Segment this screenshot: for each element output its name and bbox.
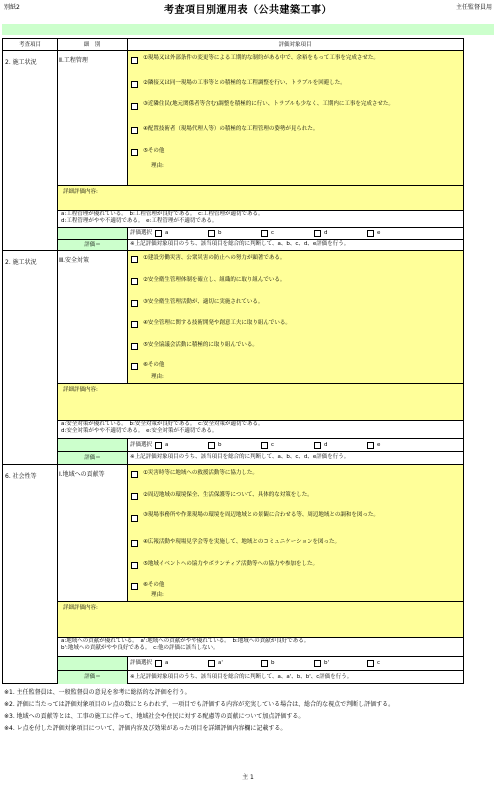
grade-option: c [377,660,381,666]
detail-input[interactable] [58,602,463,637]
grade-option: b' [324,660,330,666]
criterion-label: ②安全衛生管理体制を確立し、組織的に取り組んでいる。 [143,277,286,283]
criterion-checkbox[interactable] [131,300,138,307]
page-title: 考査項目別運用表（公共建築工事） [164,5,332,16]
eval-result-label: 評価＝ [58,671,127,684]
grade-option: e [377,230,381,236]
section-sub: Ⅱ.工程管理 [59,57,88,64]
grade-legend-1: a:安全対策が優れている。 b:安全対策が良好である。 c:安全対策が適切である。 [61,421,264,427]
criterion-checkbox[interactable] [131,583,138,590]
criterion-checkbox[interactable] [131,57,138,64]
criterion-label: ④安全管理に関する技術開発や創意工夫に取り組んでいる。 [143,320,291,326]
footnote: ※2. 評価に当たっては評価対象項目のレ点の数にとらわれず、一項目でも評価する内容が充実している場合は、総合的な視点で判断し評価する。 [4,701,395,708]
criterion-label: ①災害時等に地域への救援活動等に協力した。 [143,470,258,476]
criterion-checkbox[interactable] [131,149,138,156]
grade-checkbox[interactable] [155,660,162,667]
criterion-label: ⑥その他 [143,362,165,368]
section-item: 2. 施工状況 [5,59,37,66]
criterion-label: ②隣接又は同一現場の工事等との積極的な工程調整を行い、トラブルを回避した。 [143,80,346,86]
grade-option: b [218,442,222,448]
criterion-checkbox[interactable] [131,515,138,522]
section-item: 2. 施工状況 [5,259,37,266]
grade-legend-2: b':地域への貢献がやや良好である。 c:他の評価に該当しない。 [61,645,219,651]
column-criteria: 評価対象項目 [278,42,312,48]
grade-checkbox[interactable] [208,230,215,237]
criterion-checkbox[interactable] [131,363,138,370]
evaluation-table [2,38,464,684]
eval-result-label: 評価＝ [58,452,127,464]
criterion-checkbox[interactable] [131,493,138,500]
reason-label: 理由: [151,163,164,169]
doc-audience: 主任監督員用 [455,4,492,11]
criterion-checkbox[interactable] [131,127,138,134]
criterion-label: ⑤地域イベントへの協力やボランティア活動等への協力や参加をした。 [143,561,318,567]
criterion-label: ③安全衛生管理活動が、適切に実施されている。 [143,299,264,305]
footnote: ※4. レ点を付した評価対象項目について、評価内容及び効果があった項目を詳細評価内容欄に記載する。 [4,725,287,732]
criterion-checkbox[interactable] [131,256,138,263]
criterion-label: ①現場又は外部条件の変更等による工期的な制約がある中で、余裕をもって工事を完成させた。 [143,55,379,61]
criterion-label: ③現場事務所や作業現場の環境を周辺地域との景観に合わせる等、周辺地域との調和を図った。 [143,512,379,518]
section-community [3,465,463,684]
grade-option: d [324,442,328,448]
grade-checkbox[interactable] [314,230,321,237]
eval-instruction: ※上記評価対象項目のうち、該当項目を総合的に判断して、a、b、c、d、e評価を行う。 [130,454,350,460]
criterion-label: ④配置技術者（現場代理人等）の積極的な工程管理の姿勢が見られた。 [143,126,319,132]
criterion-checkbox[interactable] [131,540,138,547]
grade-option: d [324,230,328,236]
grade-select-label: 評価選択 [130,230,153,236]
grade-option: c [271,230,275,236]
criterion-checkbox[interactable] [131,471,138,478]
grade-legend-2: d:安全対策がやや不適切である。 e:安全対策が不適切である。 [61,428,218,434]
grade-legend-1: a:工程管理が優れている。 b:工程管理が良好である。 c:工程管理が適切である。 [61,211,264,217]
grade-option: c [271,442,275,448]
grade-option: a [165,660,169,666]
reason-label: 理由: [151,374,164,380]
column-header [3,39,463,51]
criterion-checkbox[interactable] [131,278,138,285]
detail-label: 詳細評価内容: [63,387,98,393]
column-item: 考査項目 [18,42,41,48]
footnotes [4,688,492,736]
grade-checkbox[interactable] [367,442,374,449]
grade-option: b [218,230,222,236]
grade-checkbox[interactable] [208,660,215,667]
grade-option: a [165,442,169,448]
section-schedule [3,51,463,251]
criterion-label: ⑥その他 [143,582,165,588]
eval-instruction: ※上記評価対象項目のうち、該当項目を総合的に判断して、a、a'、b、b'、c評価を行う。 [130,674,353,680]
criterion-label: ②周辺地域の環境保全、生活保護等について、具体的な対策をした。 [143,492,313,498]
criterion-checkbox[interactable] [131,81,138,88]
grade-checkbox[interactable] [261,442,268,449]
grade-checkbox[interactable] [155,442,162,449]
section-item: 6. 社会性等 [5,473,37,480]
criterion-checkbox[interactable] [131,562,138,569]
column-detail: 細 別 [83,42,101,48]
grade-select-label: 評価選択 [130,442,153,448]
grade-checkbox[interactable] [261,660,268,667]
criterion-label: ⑤その他 [143,148,165,154]
grade-legend-1: a:地域への貢献が優れている。 a':地域への貢献がやや優れている。 b:地域への貢献が良好である。 [61,638,310,644]
grade-option: a [165,230,169,236]
grade-option: b [271,660,275,666]
detail-label: 詳細評価内容: [63,605,98,611]
grade-checkbox[interactable] [367,230,374,237]
doc-label: 別紙2 [4,4,20,11]
criterion-checkbox[interactable] [131,321,138,328]
header-band [2,24,494,35]
criterion-label: ⑤安全協議会活動に積極的に取り組んでいる。 [143,342,258,348]
page-number: 主 1 [242,774,254,781]
criterion-label: ①建設労働災害、公衆災害の防止への努力が顕著である。 [143,255,286,261]
footnote: ※3. 地域への貢献等とは、工事の施工に伴って、地域社会や住民に対する配慮等の貢献について加点評価する。 [4,713,305,720]
section-safety [3,251,463,465]
section-sub: Ⅰ.地域への貢献等 [59,471,105,478]
footnote: ※1. 主任監督員は、一般監督員の意見を参考に総括的な評価を行う。 [4,689,191,696]
section-sub: Ⅲ.安全対策 [59,257,90,264]
grade-checkbox[interactable] [208,442,215,449]
grade-checkbox[interactable] [155,230,162,237]
criterion-label: ③近隣住民(地元関係者等含む)調整を積極的に行い、トラブルも少なく、工期内に工事を完成させた。 [143,101,394,107]
grade-option: e [377,442,381,448]
eval-result-label: 評価＝ [58,240,127,250]
grade-select-label: 評価選択 [130,660,153,666]
detail-input[interactable] [58,384,463,420]
grade-checkbox[interactable] [261,230,268,237]
grade-checkbox[interactable] [314,442,321,449]
grade-option: a' [218,660,223,666]
criterion-label: ④広報活動や現場見学会等を実施して、地域とのコミュニケーションを図った。 [143,539,340,545]
eval-instruction: ※上記評価対象項目のうち、該当項目を総合的に判断して、a、b、c、d、e評価を行う。 [130,241,350,247]
detail-input[interactable] [58,186,463,210]
criterion-checkbox[interactable] [131,343,138,350]
detail-label: 詳細評価内容: [63,189,98,195]
grade-checkbox[interactable] [314,660,321,667]
grade-legend-2: d:工程管理がやや不適切である。 e:工程管理が不適切である。 [61,218,218,224]
reason-label: 理由: [151,592,164,598]
grade-checkbox[interactable] [367,660,374,667]
criterion-checkbox[interactable] [131,103,138,110]
